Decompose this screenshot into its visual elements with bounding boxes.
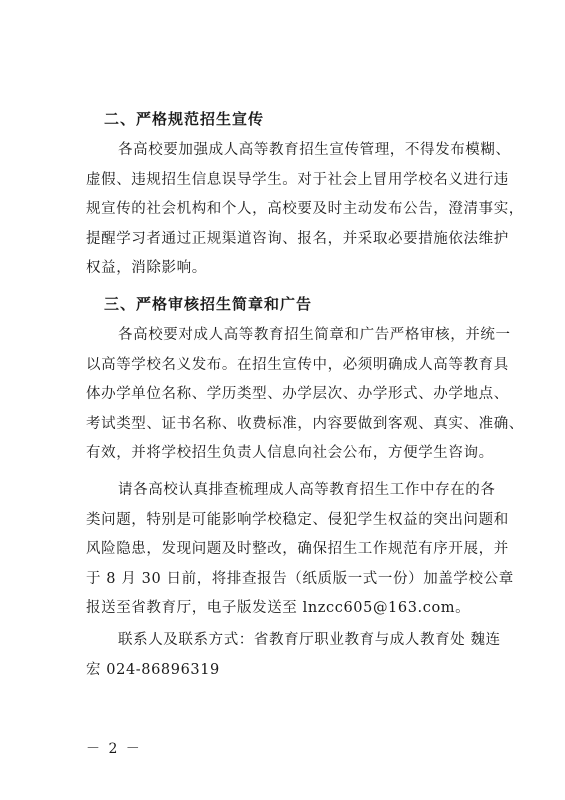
page-number: － 2 － [86, 741, 142, 757]
section-2-paragraph [86, 136, 524, 284]
paragraph-line: 体办学单位名称、学历类型、办学层次、办学形式、办学地点、 [86, 386, 509, 402]
paragraph-line: 以高等学校名义发布。在招生宣传中，必须明确成人高等教育具 [86, 356, 509, 373]
paragraph-line: 于 8 月 30 日前，将排查报告（纸质版一式一份）加盖学校公章 [86, 570, 514, 587]
paragraph-line: 各高校要加强成人高等教育招生宣传管理，不得发布模糊、 [118, 142, 511, 158]
paragraph-line: 权益，消除影响。 [86, 260, 207, 276]
paragraph-line: 请各高校认真排查梳理成人高等教育招生工作中存在的各 [118, 482, 496, 498]
paragraph-line: 报送至省教育厅，电子版发送至 lnzcc605@163.com。 [86, 600, 471, 616]
request-paragraph [86, 476, 514, 624]
paragraph-line: 有效，并将学校招生负责人信息向社会公布，方便学生咨询。 [86, 445, 494, 461]
paragraph-line: 考试类型、证书名称、收费标准，内容要做到客观、真实、准确、 [86, 415, 524, 432]
paragraph-line: 风险隐患，发现问题及时整改，确保招生工作规范有序开展，并 [86, 541, 509, 557]
paragraph-line: 各高校要对成人高等教育招生简章和广告严格审核，并统一 [118, 327, 511, 343]
section-3-paragraph [86, 321, 524, 469]
paragraph-line: 提醒学习者通过正规渠道咨询、报名，并采取必要措施依法维护 [86, 230, 509, 247]
paragraph-line: 虚假、违规招生信息误导学生。对于社会上冒用学校名义进行违 [86, 171, 509, 188]
section-3-heading: 三、严格审核招生简章和广告 [104, 295, 313, 313]
section-2-heading: 二、严格规范招生宣传 [104, 110, 265, 128]
paragraph-line: 规宣传的社会机构和个人，高校要及时主动发布公告，澄清事实， [86, 201, 524, 217]
contact-paragraph [86, 626, 501, 685]
paragraph-line: 联系人及联系方式：省教育厅职业教育与成人教育处 魏连 [118, 632, 501, 648]
paragraph-line: 类问题，特别是可能影响学校稳定、侵犯学生权益的突出问题和 [86, 511, 509, 528]
paragraph-line: 宏 024-86896319 [86, 661, 220, 678]
